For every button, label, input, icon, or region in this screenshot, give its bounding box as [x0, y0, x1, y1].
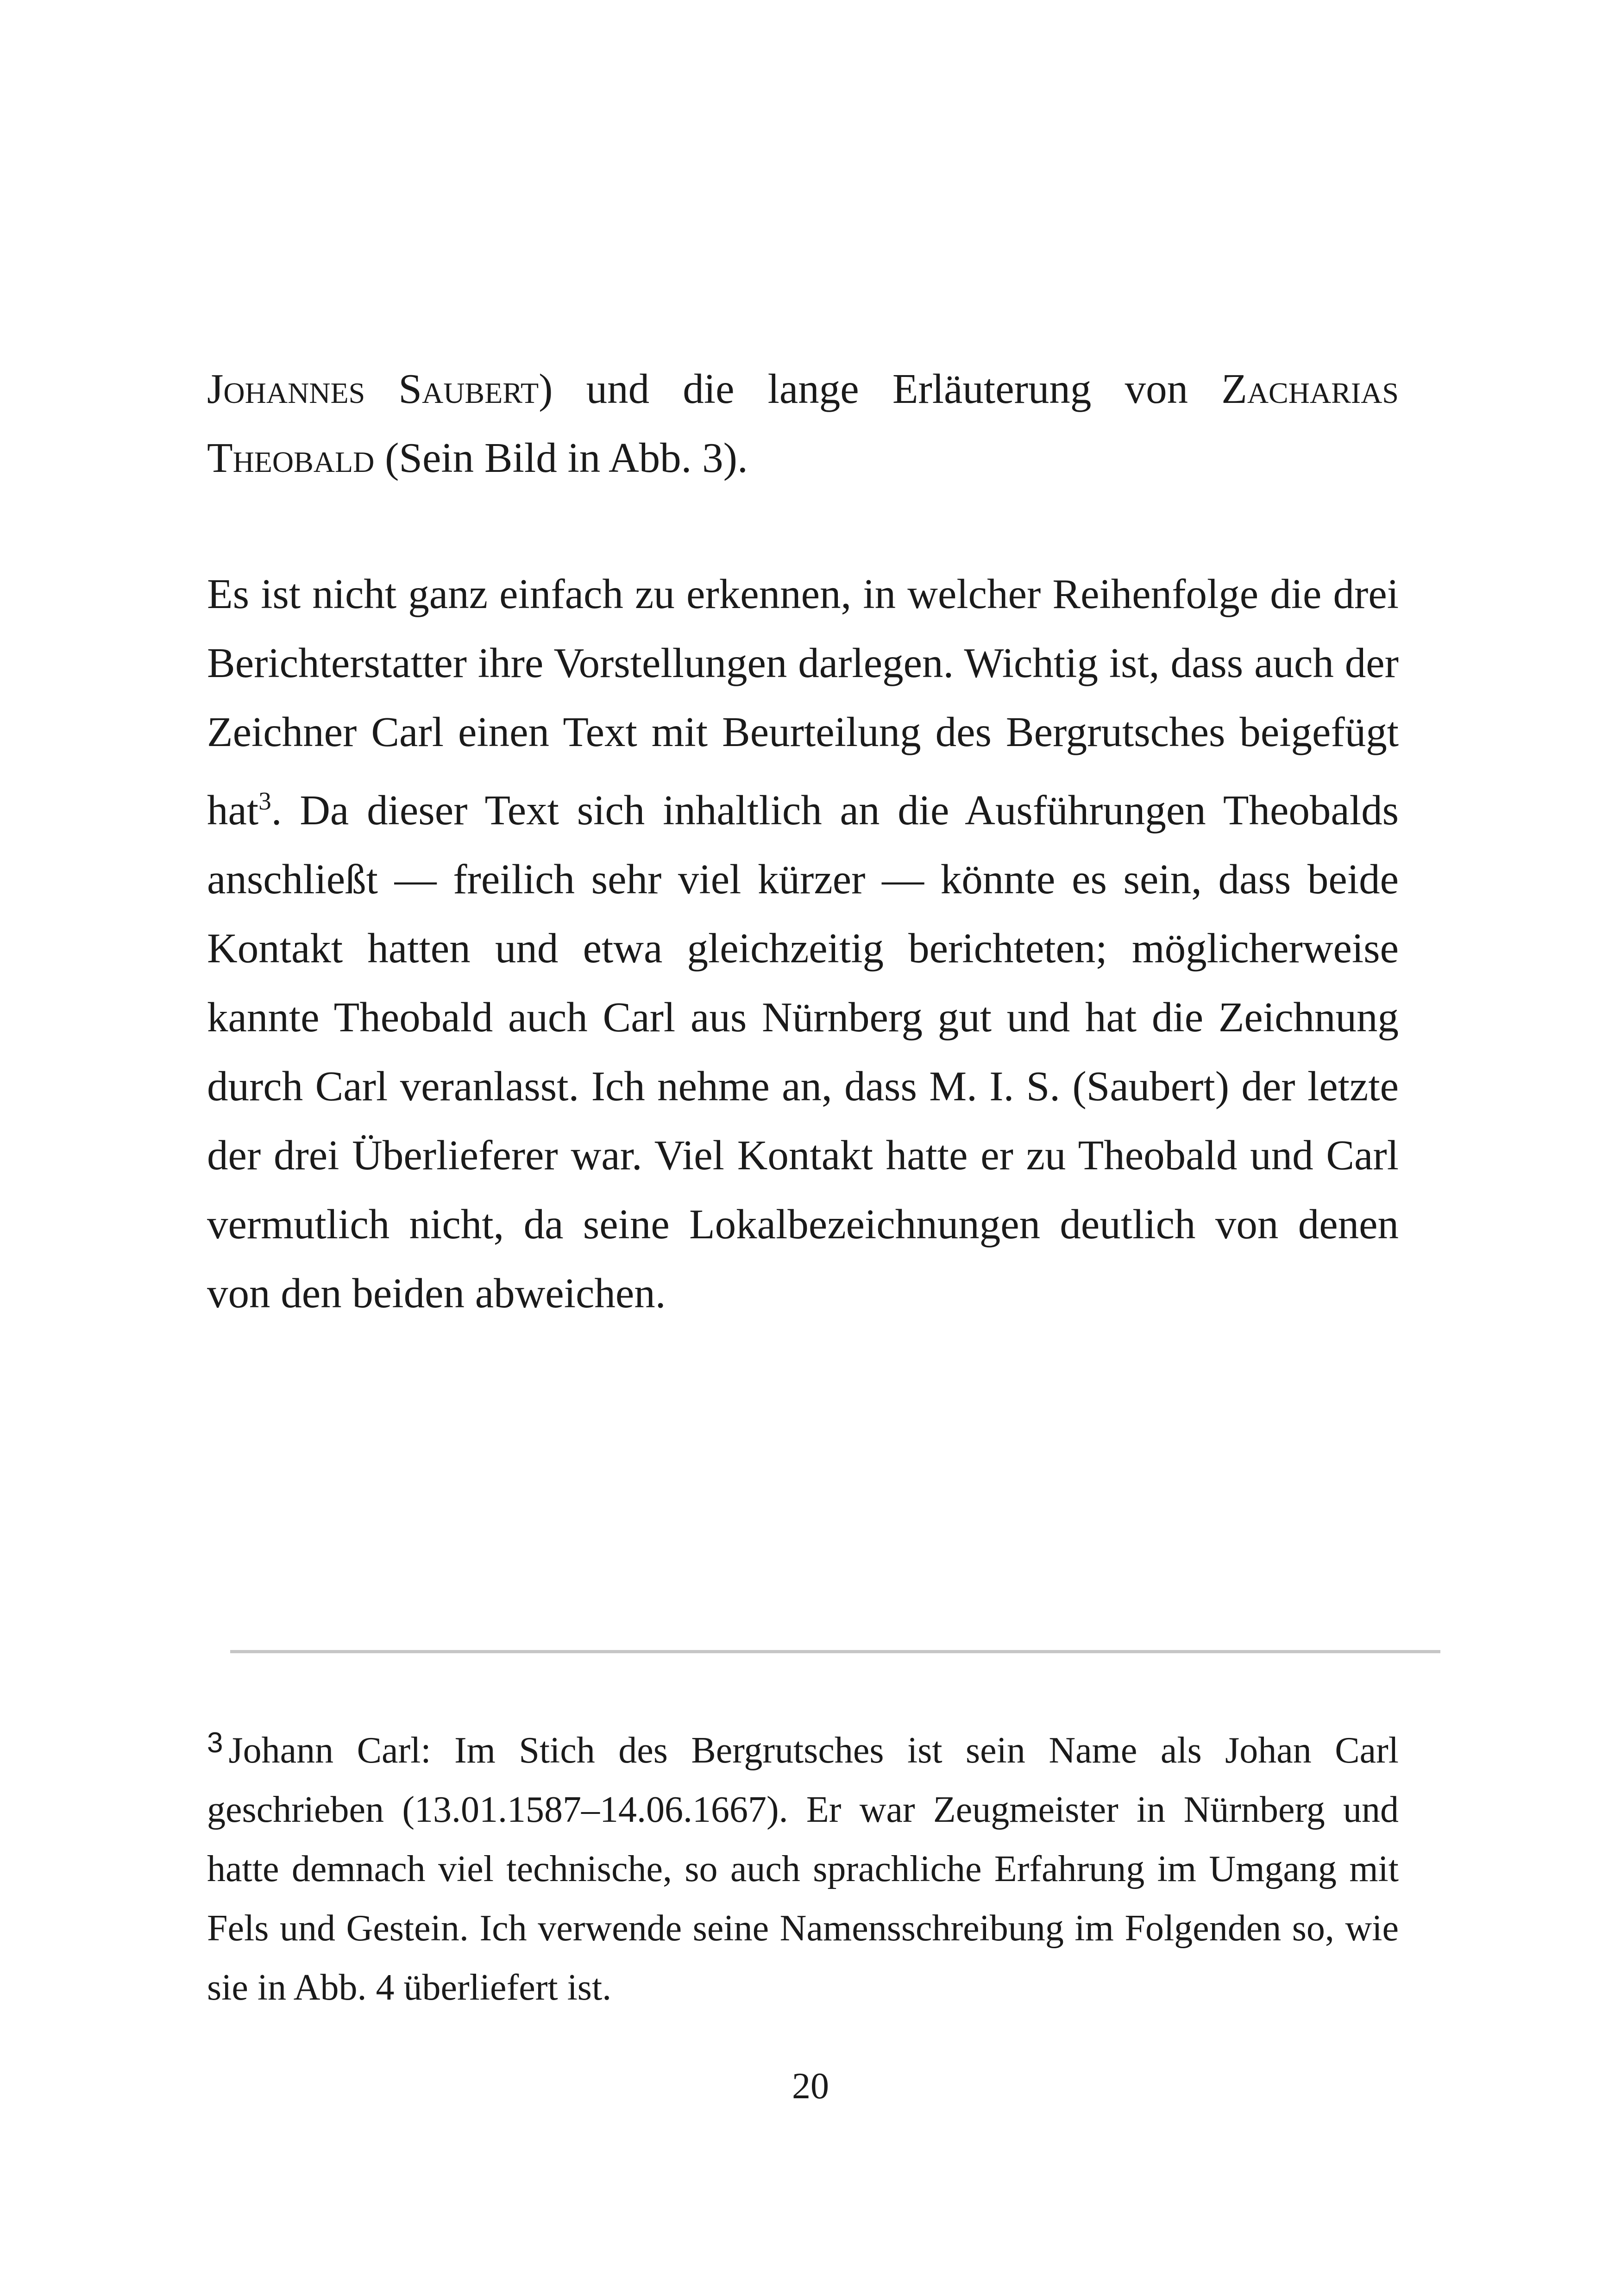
- person-name-saubert: Johannes Saubert: [207, 365, 539, 412]
- footnote-marker: 3: [207, 1727, 223, 1759]
- paragraph-text: Es ist nicht ganz einfach zu erkennen, in welcher Reihenfolge die drei Berichterstatter ihre Vorstellungen darlegen. Wichtig ist, dass auch der Zeichner Carl einen Text mit Beurteilung des Bergrutsches beigefügt hat: [207, 571, 1399, 834]
- person-name-theobald: Zacharias Theobald: [207, 365, 1399, 481]
- footnote: [207, 1713, 1399, 2017]
- footnote-text: Johann Carl: Im Stich des Bergrutsches ist sein Name als Johan Carl geschrieben (13.01.1587–14.06.1667). Er war Zeugmeister in Nürnberg und hatte demnach viel technische, so auch sprachliche Erfahrung im Umgang mit Fels und Gestein. Ich verwende seine Namensschreibung im Folgenden so, wie sie in Abb. 4 überliefert ist.: [207, 1730, 1399, 2008]
- paragraph-text: ) und die lange Erläuterung von: [539, 365, 1222, 412]
- body-paragraph: [207, 559, 1399, 1328]
- footnote-separator: [230, 1650, 1440, 1653]
- paragraph-text: . Da dieser Text sich inhaltlich an die Ausführungen Theobalds anschließt — freilich sehr viel kürzer — könnte es sein, dass beide Kontakt hatten und etwa gleichzeitig berichteten; möglicherweise kannte Theobald auch Carl aus Nürnberg gut und hat die Zeichnung durch Carl veranlasst. Ich nehme an, dass M. I. S. (Saubert) der letzte der drei Überlieferer war. Viel Kontakt hatte er zu Theobald und Carl vermutlich nicht, da seine Lokalbezeichnungen deutlich von denen von den beiden abweichen.: [207, 787, 1399, 1317]
- paragraph-text: (Sein Bild in Abb. 3).: [374, 434, 748, 481]
- footnote-reference[interactable]: 3: [258, 787, 271, 815]
- page-number: 20: [792, 2066, 829, 2107]
- body-paragraph-continued: [207, 354, 1399, 492]
